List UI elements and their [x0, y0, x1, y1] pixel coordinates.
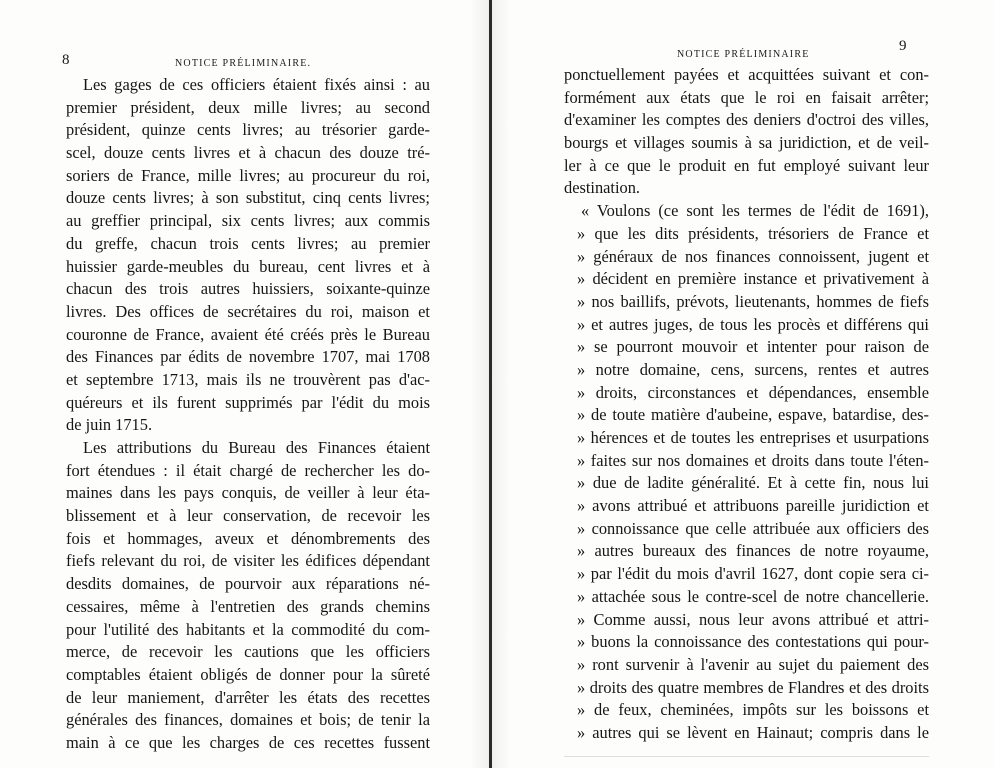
left-page-body [66, 74, 430, 755]
text-line: Les attributions du Bureau des Finances étaient [83, 438, 430, 457]
text-line: au greffier principal, six cents livres; aux commis [66, 211, 430, 231]
text-line: » faites sur nos domaines et droits dans toute l'éten- [577, 450, 929, 470]
text-line: » par l'édit du mois d'avril 1627, dont copie sera ci- [577, 564, 929, 584]
text-line: main à ce que les charges de ces recettes fussent [66, 732, 430, 752]
text-line: quéreurs et ils furent supprimés par l'édit du mois [66, 392, 430, 412]
text-line: » avons attribué et attribuons pareille juridiction et [577, 496, 929, 516]
page-number-right: 9 [899, 38, 907, 54]
text-line: ler à ce que le produit en fut employé suivant leur [564, 155, 929, 175]
text-line: formément aux états que le roi en faisait arrêter; [564, 87, 929, 107]
text-line: président, quinze cents livres; au trésorier garde- [66, 120, 430, 140]
text-line: de juin 1715. [66, 415, 153, 435]
text-line: » décident en première instance et privativement à [577, 269, 929, 289]
text-line: » nos baillifs, prévots, lieutenants, hommes de fiefs [577, 291, 929, 311]
right-page [492, 0, 994, 768]
text-line: » se pourront mouvoir et intenter pour raison de [577, 337, 929, 357]
text-line: « Voulons (ce sont les termes de l'édit de 1691), [581, 201, 929, 221]
text-line: ponctuellement payées et acquittées suivant et con- [564, 65, 929, 84]
text-line: pour l'utilité des habitants et la commodité du com- [66, 619, 430, 639]
text-line: destination. [564, 178, 641, 198]
text-line: générales des finances, domaines et bois; de tenir la [66, 710, 430, 730]
text-line: » généraux de nos finances connoissent, jugent et [577, 246, 929, 266]
text-line: » Comme aussi, nous leur avons attribué et attri- [577, 609, 929, 629]
text-line: » buons la connoissance des contestations qui pour- [577, 632, 929, 652]
text-line: » due de ladite généralité. Et à cette fin, nous lui [577, 473, 929, 493]
text-line: » autres bureaux des finances de notre royaume, [577, 541, 929, 561]
text-line: » droits, circonstances et dépendances, ensemble [577, 382, 929, 402]
text-line: » et autres juges, de tous les procès et différens qui [577, 314, 929, 334]
page-edge-shadow [564, 756, 929, 757]
text-line: » que les dits présidents, trésoriers de France et [577, 223, 929, 243]
text-line: premier président, deux mille livres; au second [66, 97, 430, 117]
text-line: » droits des quatre membres de Flandres et des droits [577, 677, 929, 697]
text-line: fort étendues : il était chargé de rechercher les do- [66, 460, 430, 480]
running-head-left: NOTICE PRÉLIMINAIRE. [175, 58, 312, 69]
page-number-left: 8 [62, 52, 70, 68]
text-line: fiefs relevant du roi, de visiter les édifices dépendant [66, 551, 430, 571]
text-line: » hérences et de toutes les entreprises et usurpations [577, 428, 929, 447]
text-line: des Finances par édits de novembre 1707, mai 1708 [66, 347, 430, 367]
text-line: blissement et à leur conservation, de recevoir les [66, 506, 430, 526]
text-line: » de feux, cheminées, impôts sur les boissons et [577, 700, 929, 720]
text-line: merce, de recevoir les cautions que les officiers [66, 642, 430, 662]
text-line: » de toute matière d'aubeine, espave, batardise, des- [577, 405, 929, 425]
text-line: couronne de France, avaient été créés près le Bureau [66, 324, 430, 344]
text-line: chacun des trois autres huissiers, soixante-quinze [66, 279, 430, 299]
text-line: scel, douze cents livres et à chacun des douze tré- [66, 143, 430, 163]
text-line: » attachée sous le contre-scel de notre chancellerie. [577, 586, 929, 606]
text-line: huissier garde-meubles du bureau, cent livres et à [66, 256, 430, 276]
text-line: » notre domaine, cens, surcens, rentes et autres [577, 359, 929, 379]
text-line: livres. Des offices de secrétaires du roi, maison et [66, 301, 430, 321]
text-line: de leur maniement, d'arrêter les états des recettes [66, 687, 430, 707]
text-line: comptables étaient obligés de donner pour la sûreté [66, 664, 430, 684]
text-line: douze cents livres; à son substitut, cinq cents livres; [66, 188, 430, 208]
text-line: cessaires, même à l'entretien des grands chemins [66, 596, 430, 616]
text-line: du greffe, chacun trois cents livres; au premier [66, 233, 430, 253]
right-page-body [564, 64, 929, 745]
text-line: et septembre 1713, mais ils ne trouvèrent pas d'ac- [66, 369, 430, 389]
text-line: » ront survenir à l'avenir au sujet du paiement des [577, 654, 929, 674]
text-line: soriers de France, mille livres; au procureur du roi, [66, 165, 430, 185]
left-page [0, 0, 489, 768]
text-line: bourgs et villages soumis à sa juridiction, et de veil- [564, 133, 929, 153]
text-line: fois et hommages, aveux et dénombrements des [66, 528, 430, 548]
text-line: desdits domaines, de pourvoir aux réparations né- [66, 574, 430, 594]
text-line: Les gages de ces officiers étaient fixés ainsi : au [83, 75, 430, 94]
text-line: » connoissance que celle attribuée aux officiers des [577, 518, 929, 538]
text-line: maines dans les pays conquis, de veiller à leur éta- [66, 483, 430, 503]
running-head-right: NOTICE PRÉLIMINAIRE [677, 49, 810, 60]
text-line: » autres qui se lèvent en Hainaut; compris dans le [577, 722, 929, 742]
text-line: d'examiner les comptes des deniers d'octroi des villes, [564, 110, 929, 130]
